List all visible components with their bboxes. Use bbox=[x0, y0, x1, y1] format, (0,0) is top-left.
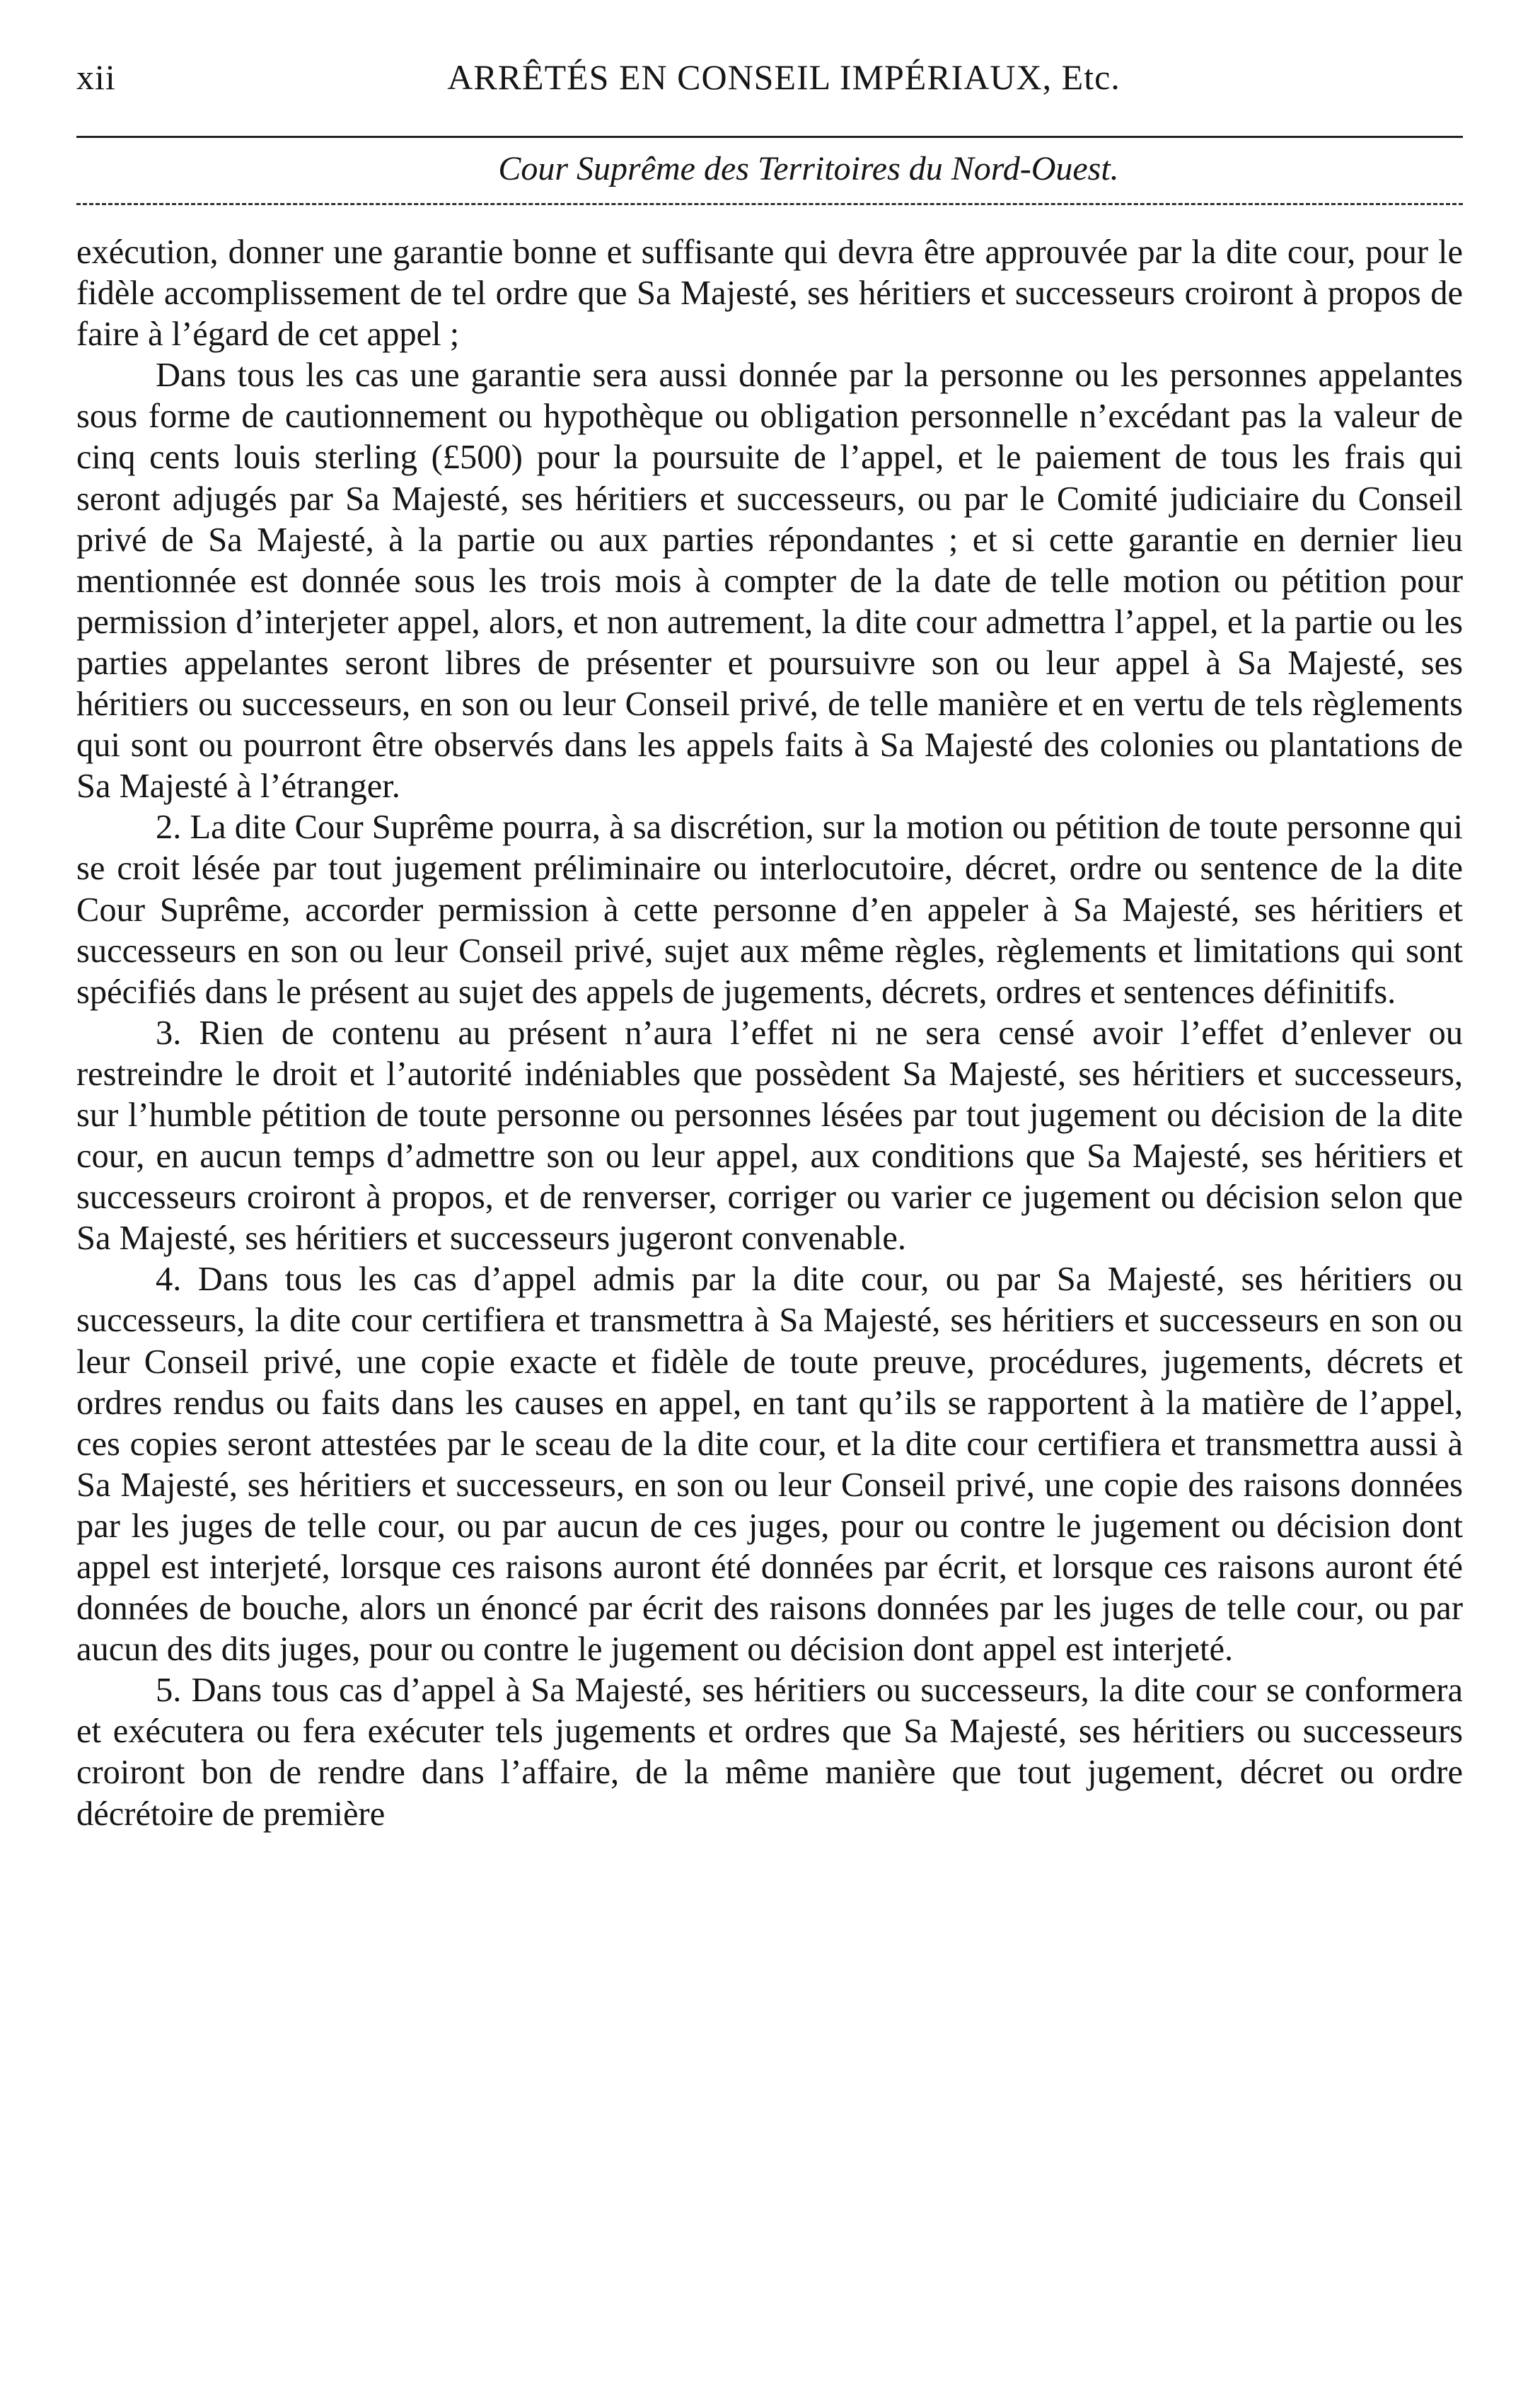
body-text bbox=[76, 232, 1463, 1835]
subtitle-rule bbox=[76, 203, 1463, 205]
paragraph-continuation: exécution, donner une garantie bonne et suffisante qui devra être approuvée par la dite cour, pour le fidèle accomplissement de tel ordre que Sa Majesté, ses héritiers et successeurs croiront à propos de faire à l’égard de cet appel ; bbox=[76, 233, 1463, 354]
running-head bbox=[76, 50, 1463, 105]
paragraph-section-4: 4. Dans tous les cas d’appel admis par la dite cour, ou par Sa Majesté, ses héritiers ou successeurs, la dite cour certifiera et transmettra à Sa Majesté, ses héritiers et successeurs en son ou leur Conseil privé, une copie exacte et fidèle de toute preuve, procédures, jugements, décrets et ordres rendus ou faits dans les causes en appel, en tant qu’ils se rapportent à la matière de l’appel, ces copies seront attestées par le sceau de la dite cour, et la dite cour certifiera et transmettra aussi à Sa Majesté, ses héritiers et successeurs, en son ou leur Conseil privé, une copie des raisons données par les juges de telle cour, ou par aucun de ces juges, pour ou contre le jugement ou décision dont appel est interjeté, lorsque ces raisons auront été données par écrit, et lorsque ces raisons auront été données de bouche, alors un énoncé par écrit des raisons données par les juges de telle cour, ou par aucun des dits juges, pour ou contre le jugement ou décision dont appel est interjeté. bbox=[76, 1261, 1463, 1669]
running-title: ARRÊTÉS EN CONSEIL IMPÉRIAUX, Etc. bbox=[447, 57, 1121, 97]
paragraph-section-5: 5. Dans tous cas d’appel à Sa Majesté, ses héritiers ou successeurs, la dite cour se conformera et exécutera ou fera exécuter tels jugements et ordres que Sa Majesté, ses héritiers ou successeurs croiront bon de rendre dans l’affaire, de la même manière que tout jugement, décret ou ordre décrétoire de première bbox=[76, 1672, 1463, 1833]
page-number: xii bbox=[76, 57, 116, 97]
paragraph-section-2: 2. La dite Cour Suprême pourra, à sa discrétion, sur la motion ou pétition de toute personne qui se croit lésée par tout jugement préliminaire ou interlocutoire, décret, ordre ou sentence de la dite Cour Suprême, accorder permission à cette personne d’en appeler à Sa Majesté, ses héritiers et successeurs en son ou leur Conseil privé, sujet aux même règles, règlements et limitations qui sont spécifiés dans le présent au sujet des appels de jugements, décrets, ordres et sentences définitifs. bbox=[76, 809, 1463, 1011]
section-subtitle: Cour Suprême des Territoires du Nord-Ouest. bbox=[498, 150, 1119, 187]
header-rule bbox=[76, 136, 1463, 138]
paragraph-guarantee: Dans tous les cas une garantie sera aussi donnée par la personne ou les personnes appelantes sous forme de cautionnement ou hypothèque ou obligation personnelle n’excédant pas la valeur de cinq cents louis sterling (£500) pour la poursuite de l’appel, et le paiement de tous les frais qui seront adjugés par Sa Majesté, ses héritiers et successeurs, ou par le Comité judiciaire du Conseil privé de Sa Majesté, à la partie ou aux parties répondantes ; et si cette garantie en dernier lieu mentionnée est donnée sous les trois mois à compter de la date de telle motion ou pétition pour permission d’interjeter appel, alors, et non autrement, la dite cour admettra l’appel, et la partie ou les parties appelantes seront libres de présenter et poursuivre son ou leur appel à Sa Majesté, ses héritiers ou successeurs, en son ou leur Conseil privé, de telle manière et en vertu de tels règlements qui sont ou pourront être observés dans les appels faits à Sa Majesté des colonies ou plantations de Sa Majesté à l’étranger. bbox=[76, 357, 1463, 806]
document-page bbox=[76, 50, 1463, 1835]
paragraph-section-3: 3. Rien de contenu au présent n’aura l’effet ni ne sera censé avoir l’effet d’enlever ou restreindre le droit et l’autorité indéniables que possèdent Sa Majesté, ses héritiers et successeurs, sur l’humble pétition de toute personne ou personnes lésées par tout jugement ou décision de la dite cour, en aucun temps d’admettre son ou leur appel, aux conditions que Sa Majesté, ses héritiers et successeurs croiront à propos, et de renverser, corriger ou varier ce jugement ou décision selon que Sa Majesté, ses héritiers et successeurs jugeront convenable. bbox=[76, 1014, 1463, 1258]
